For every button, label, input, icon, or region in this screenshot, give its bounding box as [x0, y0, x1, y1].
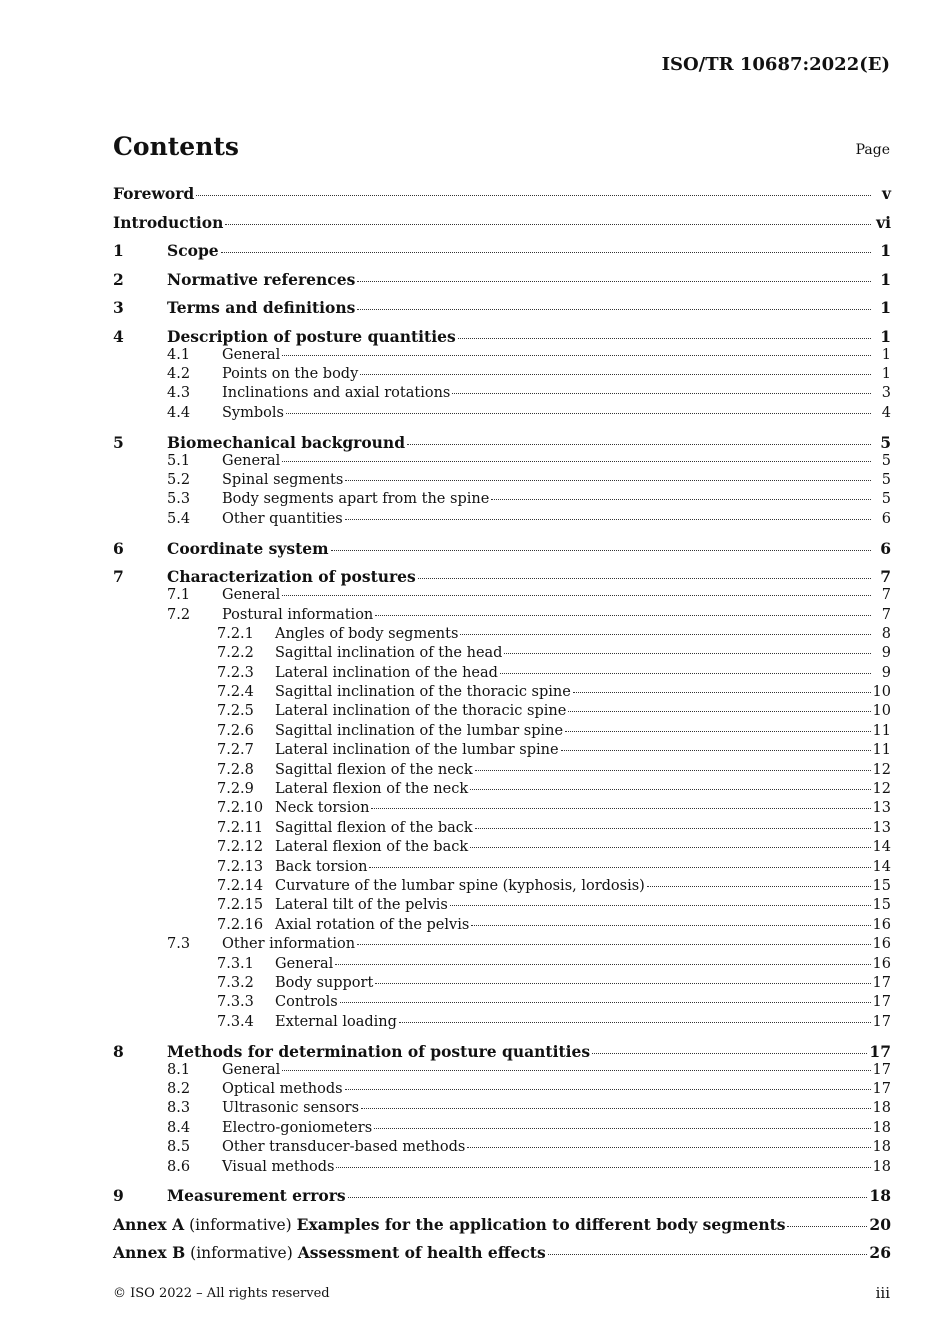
toc-entry[interactable]	[113, 936, 891, 955]
toc-entry-page: 12	[872, 761, 891, 778]
toc-entry-number: 7.2.4	[217, 684, 254, 701]
toc-entry-title: General	[222, 346, 281, 363]
toc-entry[interactable]	[113, 587, 891, 606]
dot-leader	[374, 1128, 870, 1129]
toc-entry-number: 7.3.4	[217, 1013, 254, 1030]
toc-entry-title: Spinal segments	[222, 471, 344, 488]
toc-entry-title: General	[222, 587, 281, 604]
toc-entry-page: 18	[872, 1119, 891, 1136]
toc-entry[interactable]	[113, 956, 891, 975]
toc-entry[interactable]	[113, 433, 891, 453]
toc-entry-title: Postural information	[222, 606, 374, 623]
annex-label: Annex A	[113, 1214, 185, 1234]
toc-entry-page: 16	[872, 955, 891, 972]
toc-entry-number: 7.2.3	[217, 664, 254, 681]
toc-entry[interactable]	[113, 472, 891, 491]
toc-entry-title: Optical methods	[222, 1081, 343, 1097]
toc-entry-number: 3	[113, 298, 124, 317]
toc-entry-page: 17	[869, 1041, 891, 1061]
toc-entry-title: Biomechanical background	[167, 432, 406, 452]
dot-leader	[504, 653, 871, 654]
toc-entry-page: 17	[872, 1013, 891, 1030]
dot-leader	[573, 692, 871, 693]
toc-entry[interactable]	[113, 1081, 891, 1100]
toc-entry-page: 15	[872, 897, 891, 914]
toc-entry[interactable]	[113, 723, 891, 742]
toc-entry[interactable]	[113, 839, 891, 858]
toc-entry[interactable]	[113, 511, 891, 530]
toc-entry-title: Body segments apart from the spine	[222, 491, 490, 508]
toc-entry-page: 11	[872, 722, 891, 739]
toc-entry-number: 7.2	[167, 606, 191, 623]
toc-entry-page: 9	[881, 645, 891, 662]
dot-leader	[336, 1167, 870, 1168]
toc-entry-page: 17	[872, 974, 891, 991]
toc-entry[interactable]	[113, 347, 891, 366]
dot-leader	[568, 711, 870, 712]
toc-entry-page: 18	[869, 1186, 891, 1206]
toc-entry-number: 7.2.14	[217, 877, 264, 894]
toc-entry-title: Curvature of the lumbar spine (kyphosis, lordosis)	[275, 877, 645, 894]
toc-entry-title: Sagittal flexion of the neck	[275, 761, 473, 778]
toc-entry-title: Normative references	[167, 269, 356, 289]
toc-entry[interactable]	[113, 1120, 891, 1139]
toc-entry-title: Terms and definitions	[167, 298, 356, 317]
dot-leader	[375, 615, 871, 616]
toc-entry[interactable]	[113, 762, 891, 781]
toc-entry[interactable]	[113, 917, 891, 936]
toc-entry-page: 1	[880, 326, 891, 346]
toc-entry-page: 17	[872, 1081, 891, 1097]
toc-entry-number: 7	[113, 567, 124, 587]
toc-entry-title: Symbols	[222, 404, 284, 421]
toc-entry-number: 9	[113, 1186, 124, 1206]
toc-entry-number: 7.2.8	[217, 761, 254, 778]
toc-entry-number: 7.3.2	[217, 974, 254, 991]
toc-entry[interactable]	[113, 327, 891, 347]
toc-entry-page: 12	[872, 781, 891, 798]
toc-entry[interactable]	[113, 539, 891, 559]
toc-entry-page: 11	[872, 742, 891, 759]
toc-entry[interactable]	[113, 800, 891, 819]
toc-entry-page: 18	[872, 1158, 891, 1175]
dot-leader	[470, 789, 870, 790]
toc-entry-title: Ultrasonic sensors	[222, 1100, 360, 1117]
toc-entry-page: 1	[880, 269, 891, 289]
toc-entry[interactable]	[113, 626, 891, 645]
toc-entry-title: General	[222, 1061, 281, 1078]
toc-entry-number: 7.2.15	[217, 897, 264, 914]
toc-entry-number: 7.2.13	[217, 858, 264, 875]
toc-entry-title: Back torsion	[275, 858, 368, 875]
toc-entry-page: 15	[872, 877, 891, 894]
toc-entry[interactable]	[113, 1014, 891, 1033]
toc-entry-page: 9	[881, 664, 891, 681]
toc-entry-title: Lateral inclination of the thoracic spine	[275, 703, 567, 720]
toc-entry-title: Sagittal inclination of the lumbar spine	[275, 722, 564, 739]
toc-entry-number: 4	[113, 326, 124, 346]
document-id: ISO/TR 10687:2022(E)	[661, 54, 890, 75]
toc-entry[interactable]	[113, 1042, 891, 1062]
toc-entry-page: 13	[872, 800, 891, 817]
toc-entry-page: vi	[876, 212, 891, 232]
toc-entry-number: 7.2.6	[217, 722, 254, 739]
toc-entry[interactable]	[113, 878, 891, 897]
toc-entry-number: 8.3	[167, 1100, 191, 1117]
toc-entry-title: External loading	[275, 1013, 397, 1030]
toc-entry[interactable]	[113, 1062, 891, 1081]
annex-label: Annex B	[113, 1243, 186, 1263]
dot-leader	[357, 281, 871, 282]
dot-leader	[647, 886, 871, 887]
toc-entry[interactable]	[113, 703, 891, 722]
toc-entry-number: 7.2.5	[217, 703, 254, 720]
toc-entry-number: 7.2.12	[217, 839, 264, 856]
dot-leader	[470, 847, 870, 848]
toc-entry-title: Characterization of postures	[167, 567, 416, 587]
dot-leader	[565, 731, 870, 732]
toc-entry-number: 8.1	[167, 1061, 191, 1078]
page-number: iii	[875, 1284, 890, 1302]
toc-entry-title: Electro-goniometers	[222, 1119, 373, 1136]
toc-entry-number: 4.4	[167, 404, 191, 421]
toc-entry-title: Body support	[275, 974, 374, 991]
dot-leader	[345, 480, 871, 481]
toc-entry-page: 20	[869, 1214, 891, 1234]
dot-leader	[225, 224, 871, 225]
dot-leader	[360, 374, 871, 375]
toc-entry-number: 7.2.1	[217, 625, 254, 642]
toc-entry[interactable]	[113, 1100, 891, 1119]
dot-leader	[471, 925, 870, 926]
page-column-label: Page	[855, 142, 890, 158]
toc-entry-title: Coordinate system	[167, 538, 329, 558]
dot-leader	[357, 944, 870, 945]
toc-entry-page: 6	[881, 510, 891, 527]
toc-entry-number: 5.4	[167, 510, 191, 527]
toc-entry-page: 4	[881, 404, 891, 421]
toc-entry-number: 7.2.11	[217, 819, 264, 836]
toc-entry-number: 7.3.1	[217, 955, 254, 972]
dot-leader	[592, 1053, 867, 1054]
toc-entry-title: Visual methods	[222, 1158, 335, 1175]
dot-leader	[361, 1108, 871, 1109]
toc-entry[interactable]	[113, 405, 891, 424]
toc-entry-page: 1	[881, 365, 891, 382]
toc-entry-title: General	[275, 955, 334, 972]
toc-entry-page: 5	[881, 452, 891, 469]
toc-entry-page: 16	[872, 916, 891, 933]
dot-leader	[458, 338, 871, 339]
toc-entry-number: 5.3	[167, 491, 191, 508]
toc-entry[interactable]	[113, 1215, 891, 1235]
dot-leader	[452, 393, 871, 394]
toc-entry-number: 5.1	[167, 452, 191, 469]
dot-leader	[475, 770, 871, 771]
toc-entry-title: Neck torsion	[275, 800, 370, 817]
dot-leader	[340, 1002, 871, 1003]
toc-entry[interactable]	[113, 1186, 891, 1206]
toc-entry-number: 8	[113, 1041, 124, 1061]
dot-leader	[357, 309, 871, 310]
toc-entry-number: 5.2	[167, 471, 191, 488]
toc-entry[interactable]	[113, 1139, 891, 1158]
toc-entry-title: General	[222, 452, 281, 469]
toc-entry-title: Sagittal inclination of the thoracic spine	[275, 684, 571, 701]
toc-entry-page: 10	[872, 684, 891, 701]
toc-entry[interactable]	[113, 820, 891, 839]
dot-leader	[286, 413, 871, 414]
toc-entry[interactable]	[113, 645, 891, 664]
dot-leader	[500, 673, 871, 674]
toc-entry[interactable]	[113, 453, 891, 472]
dot-leader	[548, 1254, 868, 1255]
page-title: Contents	[113, 132, 240, 161]
dot-leader	[348, 1197, 868, 1198]
toc-entry-page: 1	[880, 298, 891, 317]
dot-leader	[371, 808, 870, 809]
toc-entry[interactable]	[113, 859, 891, 878]
toc-entry[interactable]	[113, 491, 891, 510]
table-of-contents	[113, 184, 891, 1263]
toc-entry-page: 7	[881, 587, 891, 604]
copyright-notice: © ISO 2022 – All rights reserved	[113, 1286, 330, 1301]
dot-leader	[345, 519, 871, 520]
toc-entry[interactable]	[113, 994, 891, 1013]
toc-entry-title: Inclinations and axial rotations	[222, 385, 451, 402]
toc-entry-number: 4.2	[167, 365, 191, 382]
toc-entry-number: 8.5	[167, 1139, 191, 1156]
toc-entry[interactable]	[113, 241, 891, 261]
toc-entry-title: Scope	[167, 241, 219, 260]
toc-entry-title: Foreword	[113, 184, 195, 203]
toc-entry-page: 3	[881, 385, 891, 402]
toc-entry-title: Sagittal flexion of the back	[275, 819, 473, 836]
toc-entry-page: 13	[872, 819, 891, 836]
toc-entry-title: Axial rotation of the pelvis	[275, 916, 470, 933]
dot-leader	[331, 550, 871, 551]
toc-entry-title: Other quantities	[222, 510, 343, 527]
toc-entry-number: 7.2.2	[217, 645, 254, 662]
toc-entry-number: 7.2.10	[217, 800, 264, 817]
dot-leader	[282, 355, 871, 356]
toc-entry[interactable]	[113, 567, 891, 587]
toc-entry-page: 6	[880, 538, 891, 558]
dot-leader	[282, 461, 871, 462]
toc-entry-page: 1	[881, 346, 891, 363]
dot-leader	[282, 1070, 870, 1071]
toc-entry-title: Assessment of health effects	[297, 1243, 546, 1263]
toc-entry[interactable]	[113, 366, 891, 385]
dot-leader	[460, 634, 871, 635]
dot-leader	[221, 252, 871, 253]
toc-entry-page: 8	[881, 625, 891, 642]
toc-entry[interactable]	[113, 665, 891, 684]
toc-entry-number: 8.6	[167, 1158, 191, 1175]
toc-entry-number: 8.4	[167, 1119, 191, 1136]
dot-leader	[475, 828, 871, 829]
toc-entry-page: 26	[869, 1243, 891, 1263]
toc-entry[interactable]	[113, 213, 891, 233]
toc-entry[interactable]	[113, 781, 891, 800]
dot-leader	[196, 195, 871, 196]
toc-entry[interactable]	[113, 975, 891, 994]
toc-entry-title: Other transducer-based methods	[222, 1139, 466, 1156]
toc-entry-title: Methods for determination of posture quantities	[167, 1041, 591, 1061]
toc-entry-title: Angles of body segments	[275, 625, 459, 642]
toc-entry-number: 7.2.9	[217, 781, 254, 798]
toc-entry-number: 5	[113, 432, 124, 452]
toc-entry-number: 4.3	[167, 385, 191, 402]
toc-entry-title: Other information	[222, 936, 356, 953]
toc-entry[interactable]	[113, 1243, 891, 1263]
dot-leader	[418, 578, 871, 579]
toc-entry-number: 8.2	[167, 1081, 191, 1097]
dot-leader	[375, 983, 870, 984]
toc-entry-page: 17	[872, 1061, 891, 1078]
toc-entry[interactable]	[113, 270, 891, 290]
dot-leader	[335, 964, 870, 965]
dot-leader	[282, 595, 871, 596]
dot-leader	[399, 1022, 871, 1023]
toc-entry[interactable]	[113, 742, 891, 761]
dot-leader	[407, 444, 871, 445]
toc-entry-title: Lateral inclination of the head	[275, 664, 498, 681]
toc-entry-page: 1	[880, 241, 891, 260]
toc-entry-number: 7.2.16	[217, 916, 264, 933]
toc-entry-number: 7.3.3	[217, 994, 254, 1011]
toc-entry-number: 4.1	[167, 346, 191, 363]
toc-entry-title: Introduction	[113, 212, 224, 232]
toc-entry-title: Lateral flexion of the neck	[275, 781, 469, 798]
toc-entry-title: Lateral flexion of the back	[275, 839, 469, 856]
toc-entry-page: 5	[881, 471, 891, 488]
toc-entry-page: 14	[872, 839, 891, 856]
toc-entry[interactable]	[113, 184, 891, 204]
dot-leader	[467, 1147, 870, 1148]
toc-entry-page: 7	[881, 606, 891, 623]
toc-entry-title: Controls	[275, 994, 338, 1011]
toc-entry-title: Lateral tilt of the pelvis	[275, 897, 448, 914]
toc-entry[interactable]	[113, 897, 891, 916]
toc-entry-page: 5	[881, 491, 891, 508]
toc-entry[interactable]	[113, 385, 891, 404]
toc-entry-page: 10	[872, 703, 891, 720]
toc-entry-page: 16	[872, 936, 891, 953]
toc-entry-title: Description of posture quantities	[167, 326, 456, 346]
annex-informative-label: (informative)	[189, 1215, 292, 1234]
dot-leader	[787, 1226, 867, 1227]
toc-entry-number: 6	[113, 538, 124, 558]
dot-leader	[345, 1089, 871, 1090]
toc-entry-title: Lateral inclination of the lumbar spine	[275, 742, 559, 759]
toc-entry[interactable]	[113, 298, 891, 318]
toc-entry-page: 5	[880, 432, 891, 452]
dot-leader	[450, 905, 871, 906]
toc-entry-number: 1	[113, 241, 124, 260]
dot-leader	[369, 867, 870, 868]
toc-entry-title: Points on the body	[222, 365, 359, 382]
toc-entry-page: 17	[872, 994, 891, 1011]
toc-entry-page: v	[881, 184, 891, 203]
toc-entry-page: 18	[872, 1100, 891, 1117]
toc-entry-number: 2	[113, 269, 124, 289]
annex-informative-label: (informative)	[190, 1244, 293, 1263]
toc-entry-number: 7.2.7	[217, 742, 254, 759]
toc-entry[interactable]	[113, 607, 891, 626]
toc-entry-number: 7.1	[167, 587, 191, 604]
toc-entry-page: 18	[872, 1139, 891, 1156]
toc-entry-number: 7.3	[167, 936, 191, 953]
toc-entry[interactable]	[113, 684, 891, 703]
toc-entry-page: 7	[880, 567, 891, 587]
toc-entry-title: Measurement errors	[167, 1186, 346, 1206]
toc-entry-page: 14	[872, 858, 891, 875]
dot-leader	[491, 499, 871, 500]
toc-entry[interactable]	[113, 1159, 891, 1178]
dot-leader	[561, 750, 871, 751]
toc-entry-title: Sagittal inclination of the head	[275, 645, 503, 662]
toc-entry-title: Examples for the application to different body segments	[296, 1214, 786, 1234]
